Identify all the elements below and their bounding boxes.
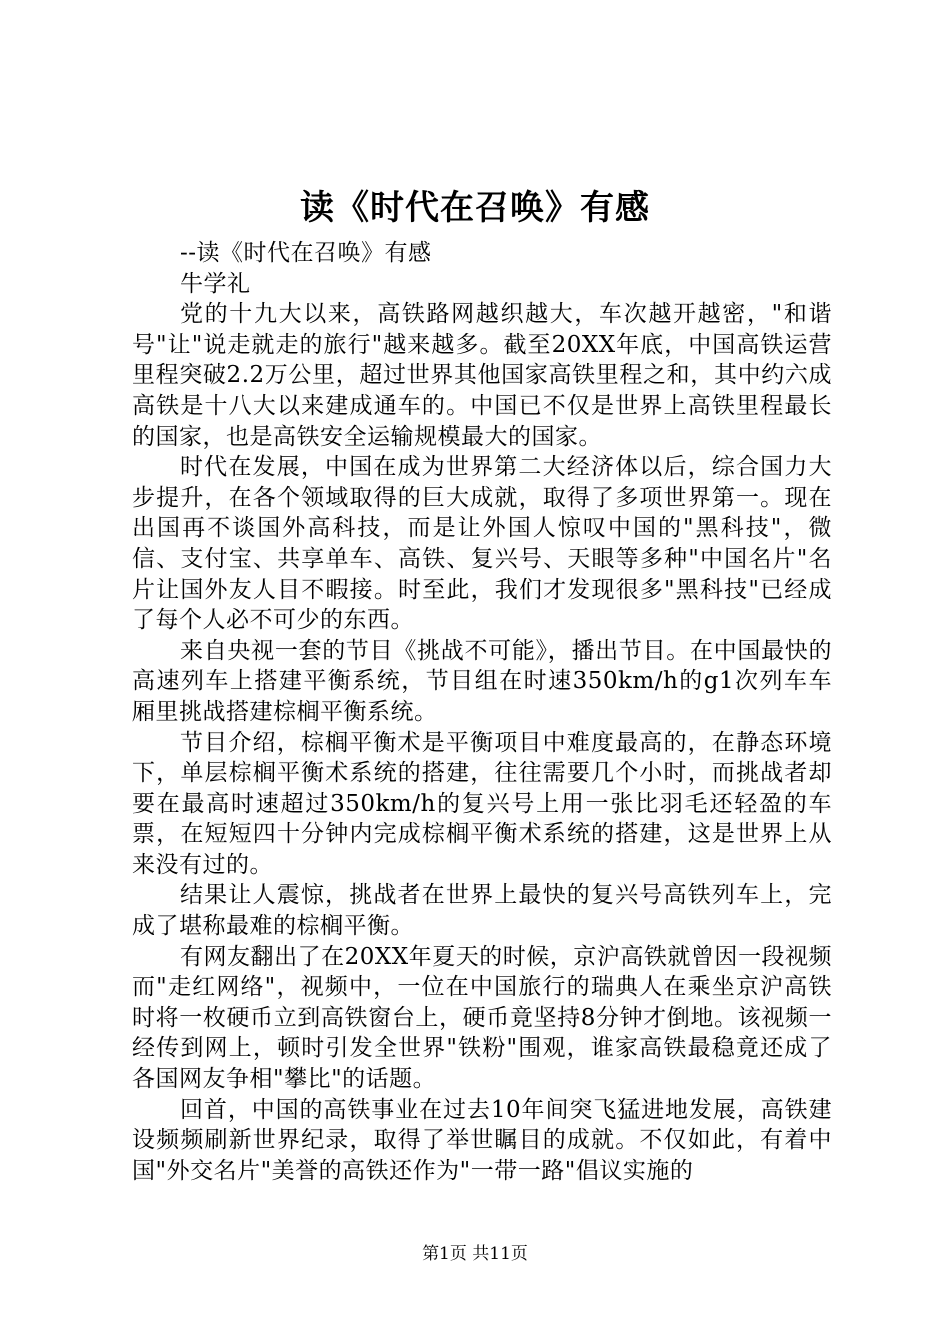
paragraph-5: 结果让人震惊，挑战者在世界上最快的复兴号高铁列车上，完成了堪称最难的棕榈平衡。 <box>132 882 832 940</box>
page-title: 读《时代在召唤》有感 <box>300 188 650 228</box>
paragraph-6: 有网友翻出了在20XX年夏天的时候，京沪高铁就曾因一段视频而"走红网络"，视频中，一位在中国旅行的瑞典人在乘坐京沪高铁时将一枚硬币立到高铁窗台上，硬币竟坚持8分钟才倒地。该视频一经传到网上，顿时引发全世界"铁粉"围观，谁家高铁最稳竟还成了各国网友争相"攀比"的话题。 <box>132 943 832 1093</box>
subtitle: --读《时代在召唤》有感 <box>180 240 432 266</box>
paragraph-7: 回首，中国的高铁事业在过去10年间突飞猛进地发展，高铁建设频频刷新世界纪录，取得了举世瞩目的成就。不仅如此，有着中国"外交名片"美誉的高铁还作为"一带一路"倡议实施的 <box>132 1096 832 1184</box>
paragraph-1: 党的十九大以来，高铁路网越织越大，车次越开越密，"和谐号"让"说走就走的旅行"越来越多。截至20XX年底，中国高铁运营里程突破2.2万公里，超过世界其他国家高铁里程之和，其中约六成高铁是十八大以来建成通车的。中国已不仅是世界上高铁里程最长的国家，也是高铁安全运输规模最大的国家。 <box>132 301 832 450</box>
page-number-footer: 第1页 共11页 <box>422 1244 528 1264</box>
paragraph-2: 时代在发展，中国在成为世界第二大经济体以后，综合国力大步提升，在各个领域取得的巨大成就，取得了多项世界第一。现在出国再不谈国外高科技，而是让外国人惊叹中国的"黑科技"，微信、支付宝、共享单车、高铁、复兴号、天眼等多种"中国名片"名片让国外友人目不暇接。时至此，我们才发现很多"黑科技"已经成了每个人必不可少的东西。 <box>132 454 832 634</box>
author: 牛学礼 <box>180 270 251 297</box>
document-body <box>132 238 832 1186</box>
paragraph-4: 节目介绍，棕榈平衡术是平衡项目中难度最高的，在静态环境下，单层棕榈平衡术系统的搭建，往往需要几个小时，而挑战者却要在最高时速超过350km/h的复兴号上用一张比羽毛还轻盈的车票，在短短四十分钟内完成棕榈平衡术系统的搭建，这是世界上从来没有过的。 <box>132 729 832 878</box>
paragraph-3: 来自央视一套的节目《挑战不可能》，播出节目。在中国最快的高速列车上搭建平衡系统，节目组在时速350km/h的g1次列车车厢里挑战搭建棕榈平衡系统。 <box>132 637 832 725</box>
